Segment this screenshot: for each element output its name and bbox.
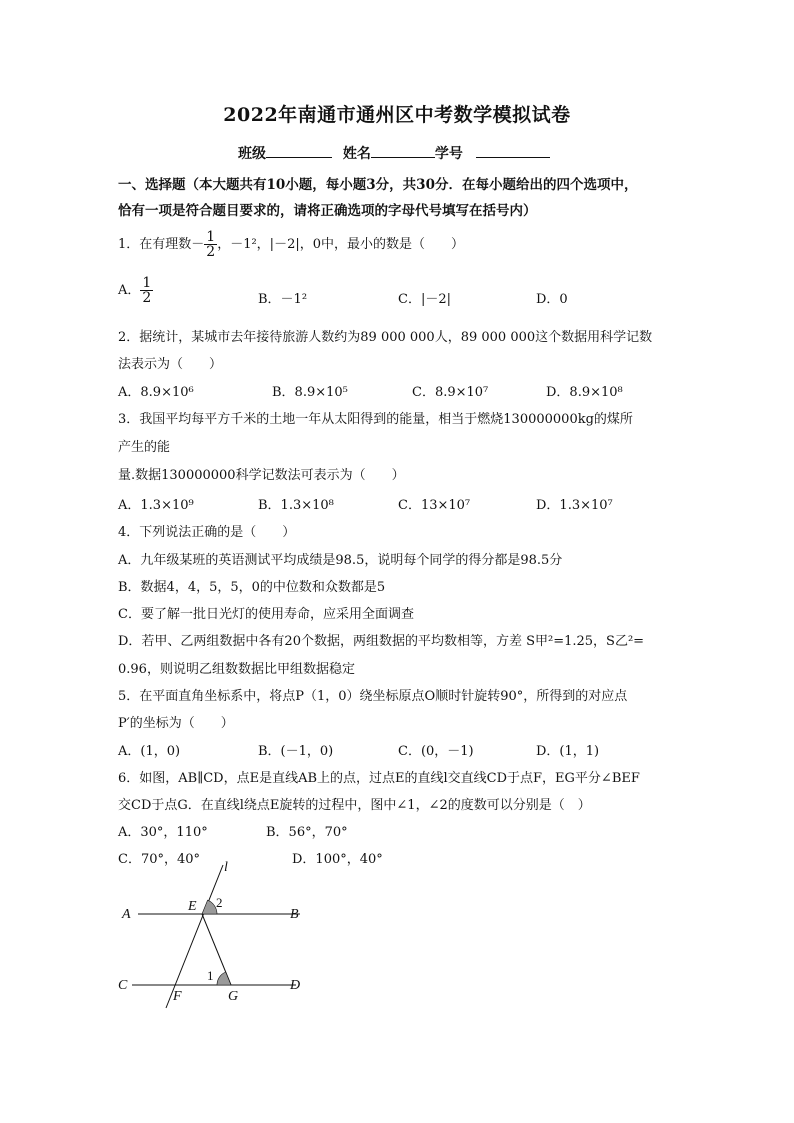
section-heading-line2: 恰有一项是符合题目要求的，请将正确选项的字母代号填写在括号内） [118,203,537,219]
q1-option-a[interactable] [118,276,153,305]
label-d: D [290,978,301,993]
q3-option-b[interactable]: B．1.3×10⁸ [258,498,334,513]
q6-option-b[interactable]: B．56°，70° [266,825,348,840]
question-6-line2: 交CD于点G．在直线l绕点E旋转的过程中，图中∠1，∠2的度数可以分别是（ ） [118,798,591,813]
q5-option-c[interactable]: C．(0，－1) [398,744,474,759]
q5-option-d[interactable]: D．(1，1) [536,744,600,759]
q1-frac-den: 2 [206,244,216,260]
angle-1-marker [217,972,231,985]
question-5-line1: 5．在平面直角坐标系中，将点P（1，0）绕坐标原点O顺时针旋转90°，所得到的对应点 [118,689,628,704]
q4-option-d-line1[interactable]: D．若甲、乙两组数据中各有20个数据，两组数据的平均数相等，方差 S甲²=1.25，S乙²= [118,634,645,649]
q4-option-a[interactable]: A．九年级某班的英语测试平均成绩是98.5，说明每个同学的得分都是98.5分 [118,553,563,568]
q4-option-d-line2: 0.96，则说明乙组数数据比甲组数据稳定 [118,662,355,677]
label-a: A [122,907,131,922]
q3-option-c[interactable]: C．13×10⁷ [398,498,471,513]
label-l: l [224,860,228,875]
label-c: C [118,978,128,993]
q4-option-c[interactable]: C．要了解一批日光灯的使用寿命，应采用全面调查 [118,607,414,622]
class-blank[interactable] [266,143,332,158]
q1-option-d[interactable]: D．0 [536,292,568,307]
q2-option-c[interactable]: C．8.9×10⁷ [412,385,489,400]
id-blank[interactable] [476,143,550,158]
question-3-line3: 量.数据130000000科学记数法可表示为（ ） [118,468,405,483]
line-l [166,865,223,1008]
q1-frac-num: 1 [206,229,216,245]
q5-option-b[interactable]: B．(－1，0) [258,744,334,759]
section-heading-line1: 一、选择题（本大题共有10小题，每小题3分，共30分．在每小题给出的四个选项中， [118,177,638,193]
q1-option-c[interactable]: C．|－2| [398,292,451,307]
page-title: 2022年南通市通州区中考数学模拟试卷 [223,104,571,126]
q1-a-num: 1 [142,275,152,291]
student-info-line [238,143,550,163]
q1-option-a-fraction [140,276,153,305]
label-angle-1: 1 [207,968,214,983]
q6-option-a[interactable]: A．30°，110° [118,825,208,840]
label-b: B [290,907,299,922]
q4-option-b[interactable]: B．数据4，4，5，5，0的中位数和众数都是5 [118,580,386,595]
q1-fraction [204,230,217,259]
question-2-line1: 2．据统计，某城市去年接待旅游人数约为89 000 000人，89 000 000这个数据用科学记数 [118,330,653,345]
label-f: F [173,989,182,1004]
question-2-line2: 法表示为（ ） [118,357,223,372]
question-4-stem: 4．下列说法正确的是（ ） [118,525,296,540]
q1-option-b[interactable]: B．－1² [258,292,308,307]
q2-option-b[interactable]: B．8.9×10⁵ [272,385,348,400]
q2-option-a[interactable]: A．8.9×10⁶ [118,385,194,400]
label-e: E [188,899,197,914]
label-g: G [228,989,239,1004]
geometry-figure [110,855,320,1020]
question-6-line1: 6．如图，AB∥CD，点E是直线AB上的点，过点E的直线l交直线CD于点F，EG平分∠BEF [118,771,640,786]
question-3-line2: 产生的能 [118,440,171,455]
q1-option-a-label: A． [118,283,141,298]
q6-option-d[interactable]: D．100°，40° [292,852,383,867]
id-label: 学号 [434,146,463,162]
name-label: 姓名 [342,146,371,162]
label-angle-2: 2 [216,895,223,910]
q1-a-den: 2 [142,290,152,306]
q5-option-a[interactable]: A．(1，0) [118,744,181,759]
question-3-line1: 3．我国平均每平方千米的土地一年从太阳得到的能量，相当于燃烧130000000kg的煤所 [118,412,633,427]
q2-option-d[interactable]: D．8.9×10⁸ [546,385,623,400]
question-1-stem [118,230,464,259]
question-5-line2: P′的坐标为（ ） [118,716,234,731]
class-label: 班级 [238,146,266,162]
q6-option-c[interactable]: C．70°，40° [118,852,201,867]
q1-text-pre: 1．在有理数－ [118,237,205,252]
q3-option-d[interactable]: D．1.3×10⁷ [536,498,613,513]
name-blank[interactable] [371,143,435,158]
q3-option-a[interactable]: A．1.3×10⁹ [118,498,194,513]
angle-2-marker [202,900,217,914]
q1-text-post: ，－1²，|－2|，0中，最小的数是（ ） [217,237,464,252]
